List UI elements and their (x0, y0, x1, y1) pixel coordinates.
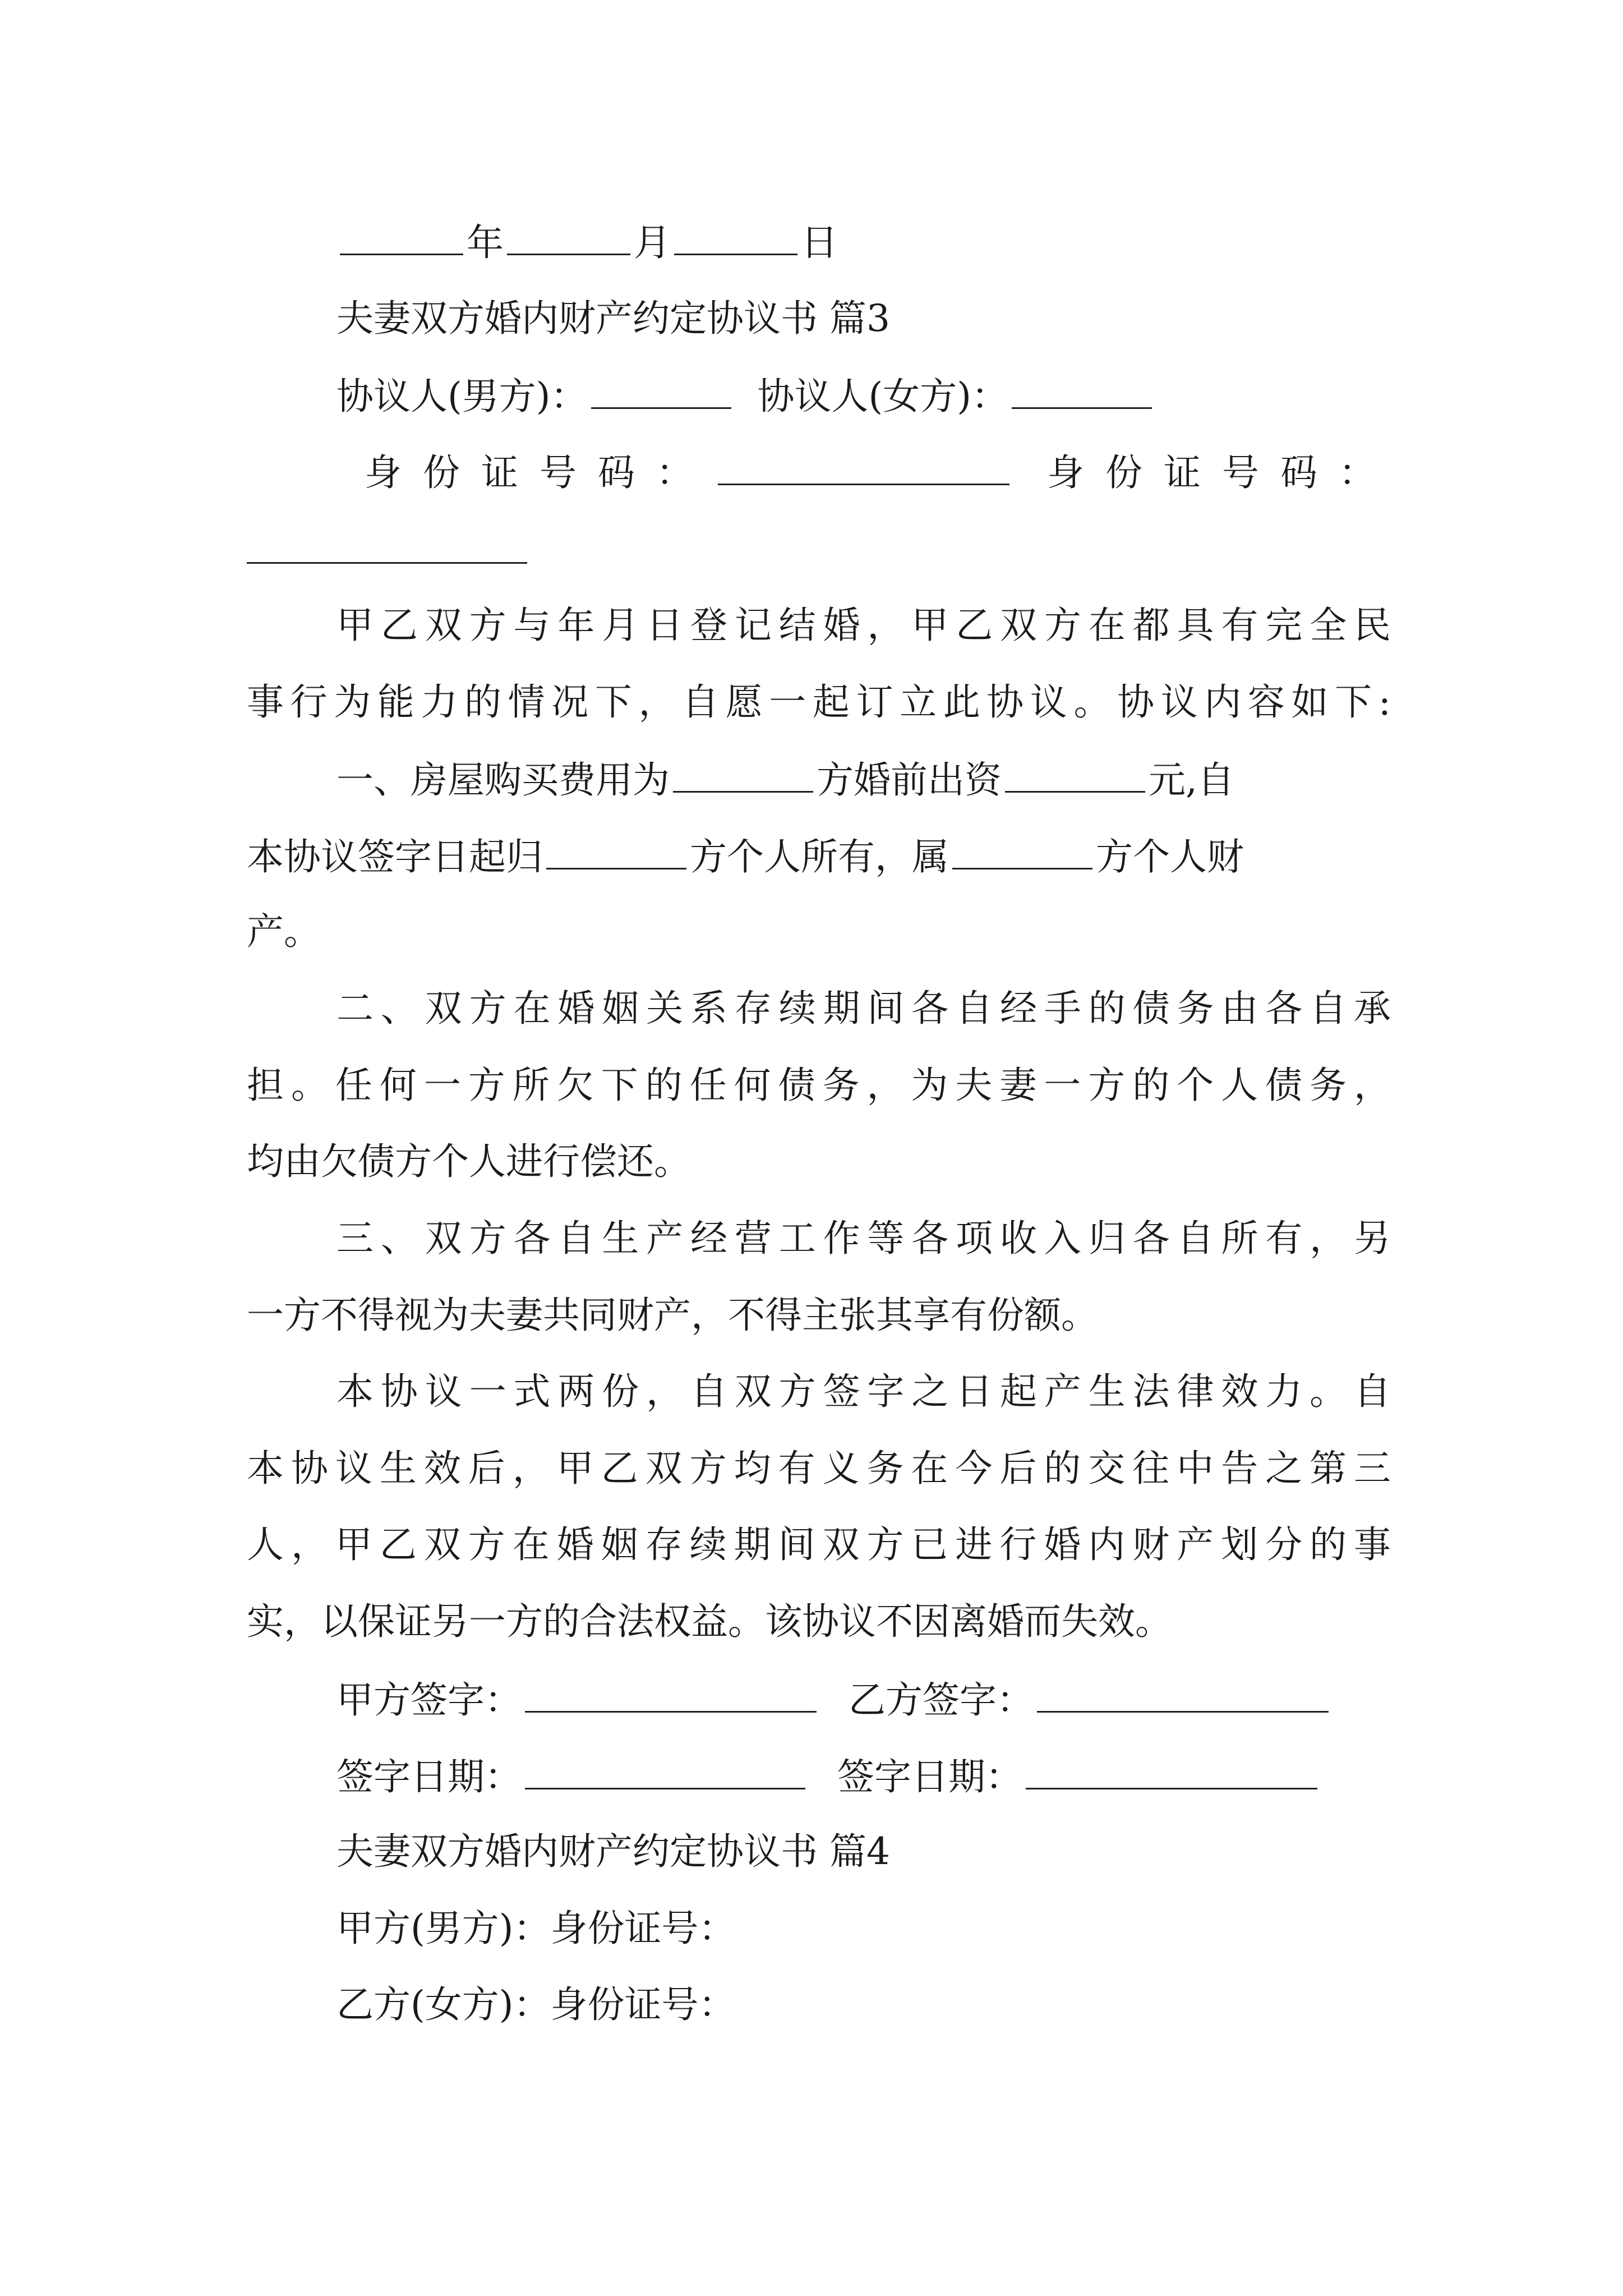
party-male-blank (591, 372, 731, 409)
clause1-text-b: 方婚前出资 (817, 758, 1002, 802)
clause1-blank-2 (1005, 756, 1145, 793)
clause1-blank-1 (673, 756, 813, 793)
date-b-blank (1026, 1753, 1317, 1789)
id-label-2: 身份证号码： (1046, 451, 1397, 494)
intro-line-2: 事行为能力的情况下，自愿一起订立此协议。协议内容如下: (247, 680, 1391, 724)
final-line-4: 实，以保证另一方的合法权益。该协议不因离婚而失效。 (247, 1600, 1172, 1643)
final-line-2: 本协议生效后，甲乙双方均有义务在今后的交往中告之第三 (247, 1447, 1391, 1490)
sign-a-blank (525, 1676, 817, 1713)
clause2-line-2: 担。任何一方所欠下的任何债务，为夫妻一方的个人债务， (247, 1064, 1391, 1107)
party-male-label: 协议人(男方)： (336, 375, 588, 418)
date-line (336, 219, 1391, 264)
clause2-line-3: 均由欠债方个人进行偿还。 (247, 1140, 691, 1183)
party-female-blank (1012, 372, 1152, 409)
clause3-line-1: 三、双方各自生产经营工作等各项收入归各自所有，另 (336, 1217, 1391, 1260)
clause1-text-e: 方个人所有，属 (690, 835, 949, 878)
date-a-label: 签字日期： (336, 1755, 522, 1798)
sign-b-label: 乙方签字： (848, 1678, 1034, 1722)
id-label-1: 身份证号码： (365, 451, 714, 494)
date-a-blank (525, 1753, 805, 1789)
clause3-line-2: 一方不得视为夫妻共同财产，不得主张其享有份额。 (247, 1294, 1098, 1337)
clause1-text-d: 本协议签字日起归 (247, 835, 543, 878)
month-blank (507, 219, 630, 255)
final-line-1: 本协议一式两份，自双方签字之日起产生法律效力。自 (336, 1370, 1391, 1413)
month-label: 月 (634, 221, 671, 264)
id-blank-1 (718, 449, 1009, 485)
year-label: 年 (467, 221, 504, 264)
clause1-blank-3 (546, 833, 686, 869)
id-blank-2 (247, 560, 527, 564)
sign-a-label: 甲方签字： (336, 1678, 522, 1722)
sign-b-blank (1037, 1676, 1329, 1713)
signature-line (336, 1676, 1391, 1721)
year-blank (340, 219, 463, 255)
clause1-text-c: 元,自 (1149, 758, 1234, 802)
section3-title: 夫妻双方婚内财产约定协议书 篇3 (336, 297, 890, 340)
party-female-label: 协议人(女方)： (757, 375, 1008, 418)
party-line (336, 372, 1391, 417)
clause1-line-2 (247, 833, 1391, 878)
final-line-3: 人，甲乙双方在婚姻存续期间双方已进行婚内财产划分的事 (247, 1523, 1391, 1566)
clause1-text-a: 一、房屋购买费用为 (336, 758, 670, 802)
day-label: 日 (801, 221, 838, 264)
date-b-label: 签字日期： (837, 1755, 1022, 1798)
clause1-line-1 (336, 756, 1391, 801)
section4-party-a: 甲方(男方)：身份证号： (336, 1907, 736, 1950)
id-line (365, 449, 1397, 494)
clause2-line-1: 二、双方在婚姻关系存续期间各自经手的债务由各自承 (336, 987, 1391, 1030)
sign-date-line (336, 1753, 1391, 1798)
section4-title: 夫妻双方婚内财产约定协议书 篇4 (336, 1830, 890, 1873)
clause1-line-3: 产。 (247, 910, 321, 953)
clause1-blank-4 (952, 833, 1092, 869)
clause1-text-f: 方个人财 (1096, 835, 1244, 878)
day-blank (674, 219, 797, 255)
intro-line-1: 甲乙双方与年月日登记结婚，甲乙双方在都具有完全民 (336, 604, 1391, 647)
section4-party-b: 乙方(女方)：身份证号： (336, 1983, 736, 2026)
